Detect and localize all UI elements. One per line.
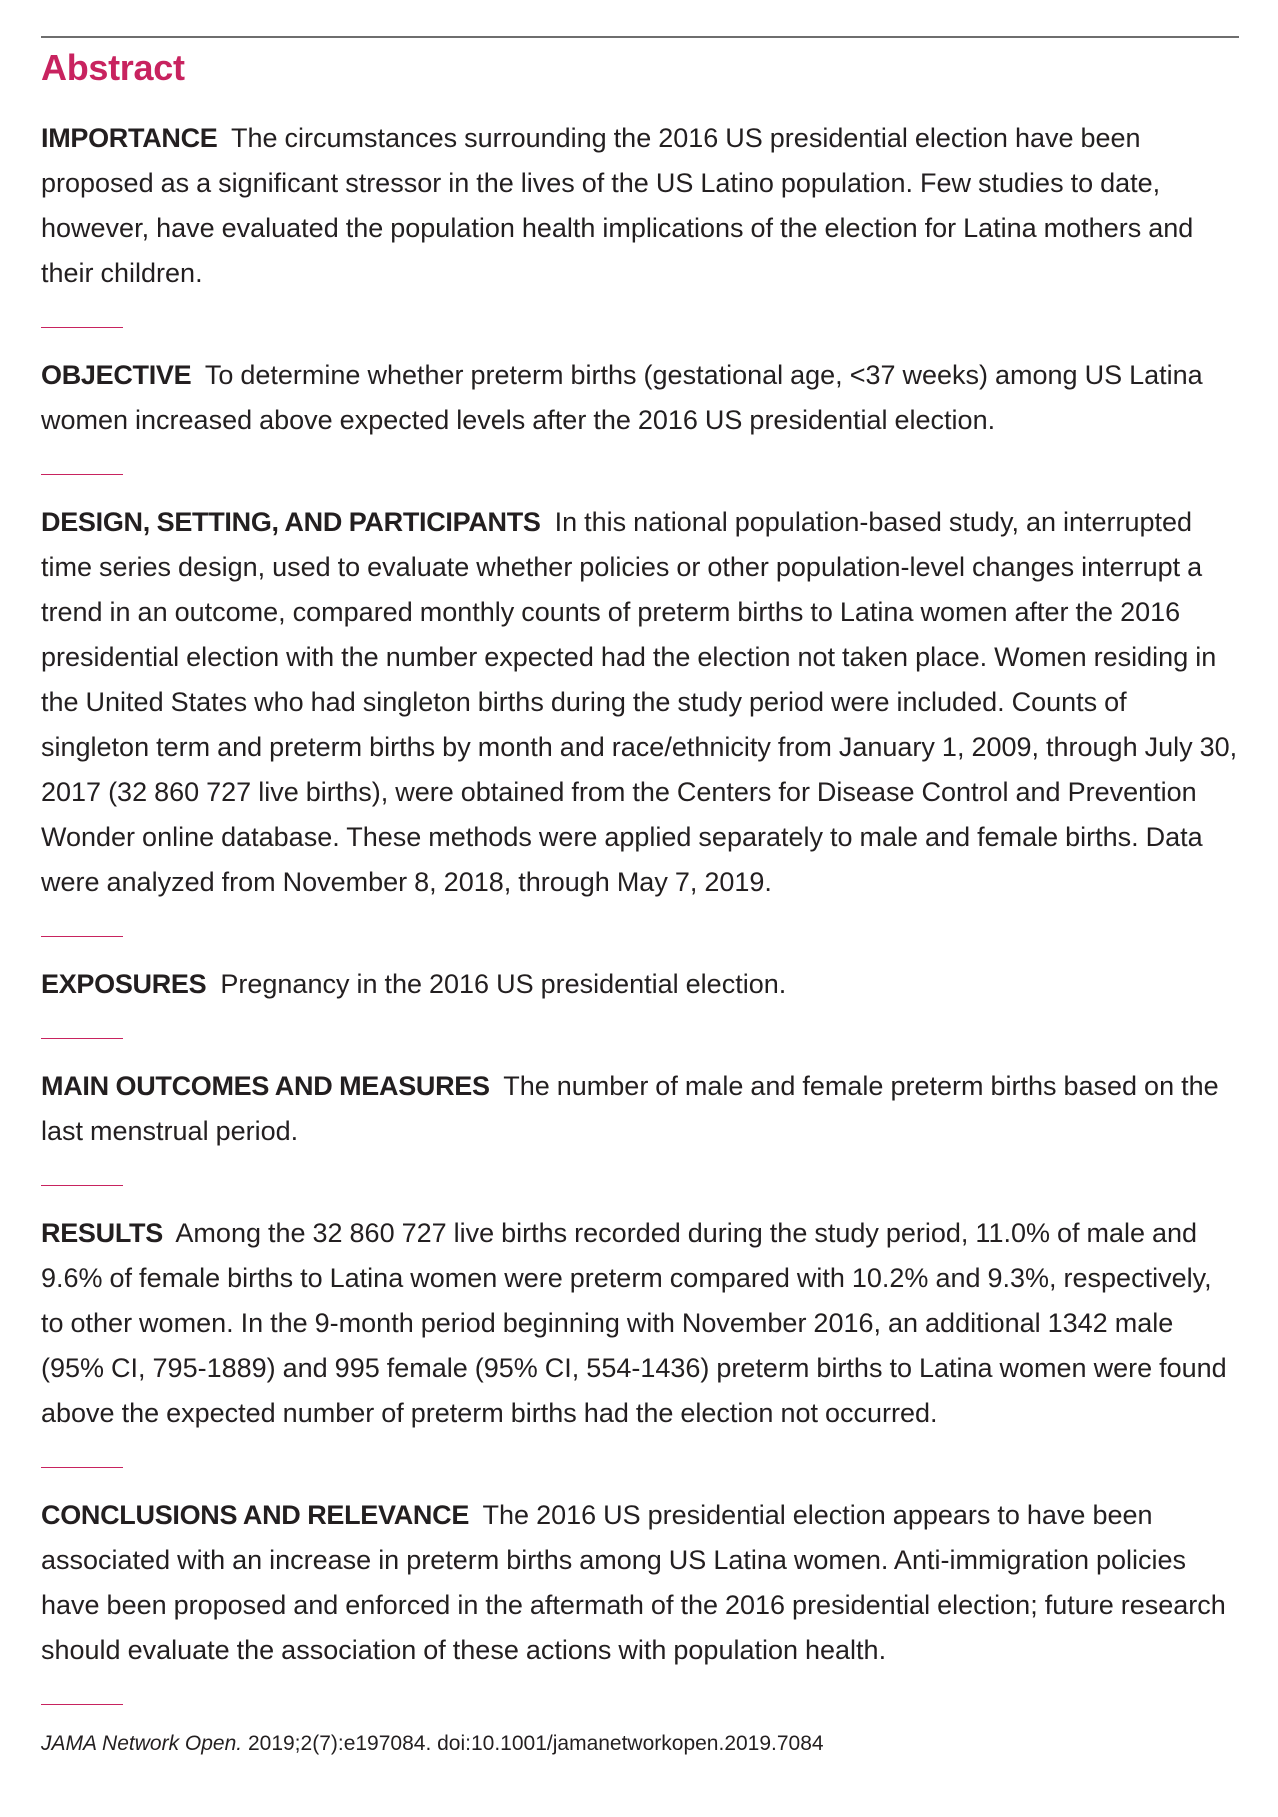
section-exposures xyxy=(41,962,1239,1007)
section-divider xyxy=(41,327,123,328)
section-divider xyxy=(41,1467,123,1468)
section-divider xyxy=(41,474,123,475)
section-text: Pregnancy in the 2016 US presidential election. xyxy=(220,969,787,999)
section-label: CONCLUSIONS AND RELEVANCE xyxy=(41,1500,470,1530)
section-divider xyxy=(41,1185,123,1186)
citation-journal: JAMA Network Open. xyxy=(41,1732,243,1755)
section-divider xyxy=(41,1704,123,1705)
citation-reference: 2019;2(7):e197084. doi:10.1001/jamanetworkopen.2019.7084 xyxy=(247,1732,824,1755)
abstract-sections xyxy=(41,116,1239,1758)
section-text: Among the 32 860 727 live births recorded during the study period, 11.0% of male and 9.6% of female births to Latina women were preterm compared with 10.2% and 9.3%, respectively, to other women. In the 9-month period beginning with November 2016, an additional 1342 male (95% CI, 795-1889) and 995 female (95% CI, 554-1436) preterm births to Latina women were found above the expected number of preterm births had the election not occurred. xyxy=(41,1218,1227,1428)
section-label: RESULTS xyxy=(41,1218,163,1248)
section-text: To determine whether preterm births (gestational age, <37 weeks) among US Latina women increased above expected levels after the 2016 US presidential election. xyxy=(41,360,1203,435)
section-divider xyxy=(41,936,123,937)
section-label: OBJECTIVE xyxy=(41,360,192,390)
section-conclusions xyxy=(41,1493,1239,1673)
section-importance xyxy=(41,116,1239,296)
section-label: EXPOSURES xyxy=(41,969,207,999)
citation xyxy=(41,1730,1239,1758)
section-results xyxy=(41,1211,1239,1436)
section-design-setting-participants xyxy=(41,500,1239,905)
abstract-title: Abstract xyxy=(41,47,185,88)
section-objective xyxy=(41,353,1239,443)
section-text: The circumstances surrounding the 2016 US presidential election have been proposed as a significant stressor in the lives of the US Latino population. Few studies to date, however, have evaluated the population health implications of the election for Latina mothers and their children. xyxy=(41,123,1194,288)
section-divider xyxy=(41,1038,123,1039)
section-label: DESIGN, SETTING, AND PARTICIPANTS xyxy=(41,507,541,537)
section-label: IMPORTANCE xyxy=(41,123,218,153)
section-label: MAIN OUTCOMES AND MEASURES xyxy=(41,1071,490,1101)
section-text: In this national population-based study, an interrupted time series design, used to evaluate whether policies or other population-level changes interrupt a trend in an outcome, compared monthly counts of preterm births to Latina women after the 2016 presidential election with the number expected had the election not taken place. Women residing in the United States who had singleton births during the study period were included. Counts of singleton term and preterm births by month and race/ethnicity from January 1, 2009, through July 30, 2017 (32 860 727 live births), were obtained from the Centers for Disease Control and Prevention Wonder online database. These methods were applied separately to male and female births. Data were analyzed from November 8, 2018, through May 7, 2019. xyxy=(41,507,1238,897)
abstract-page xyxy=(41,36,1239,1779)
top-rule xyxy=(41,36,1239,38)
section-main-outcomes xyxy=(41,1064,1239,1154)
section-text: The 2016 US presidential election appears to have been associated with an increase in preterm births among US Latina women. Anti-immigration policies have been proposed and enforced in the aftermath of the 2016 presidential election; future research should evaluate the association of these actions with population health. xyxy=(41,1500,1226,1665)
section-text: The number of male and female preterm births based on the last menstrual period. xyxy=(41,1071,1219,1146)
